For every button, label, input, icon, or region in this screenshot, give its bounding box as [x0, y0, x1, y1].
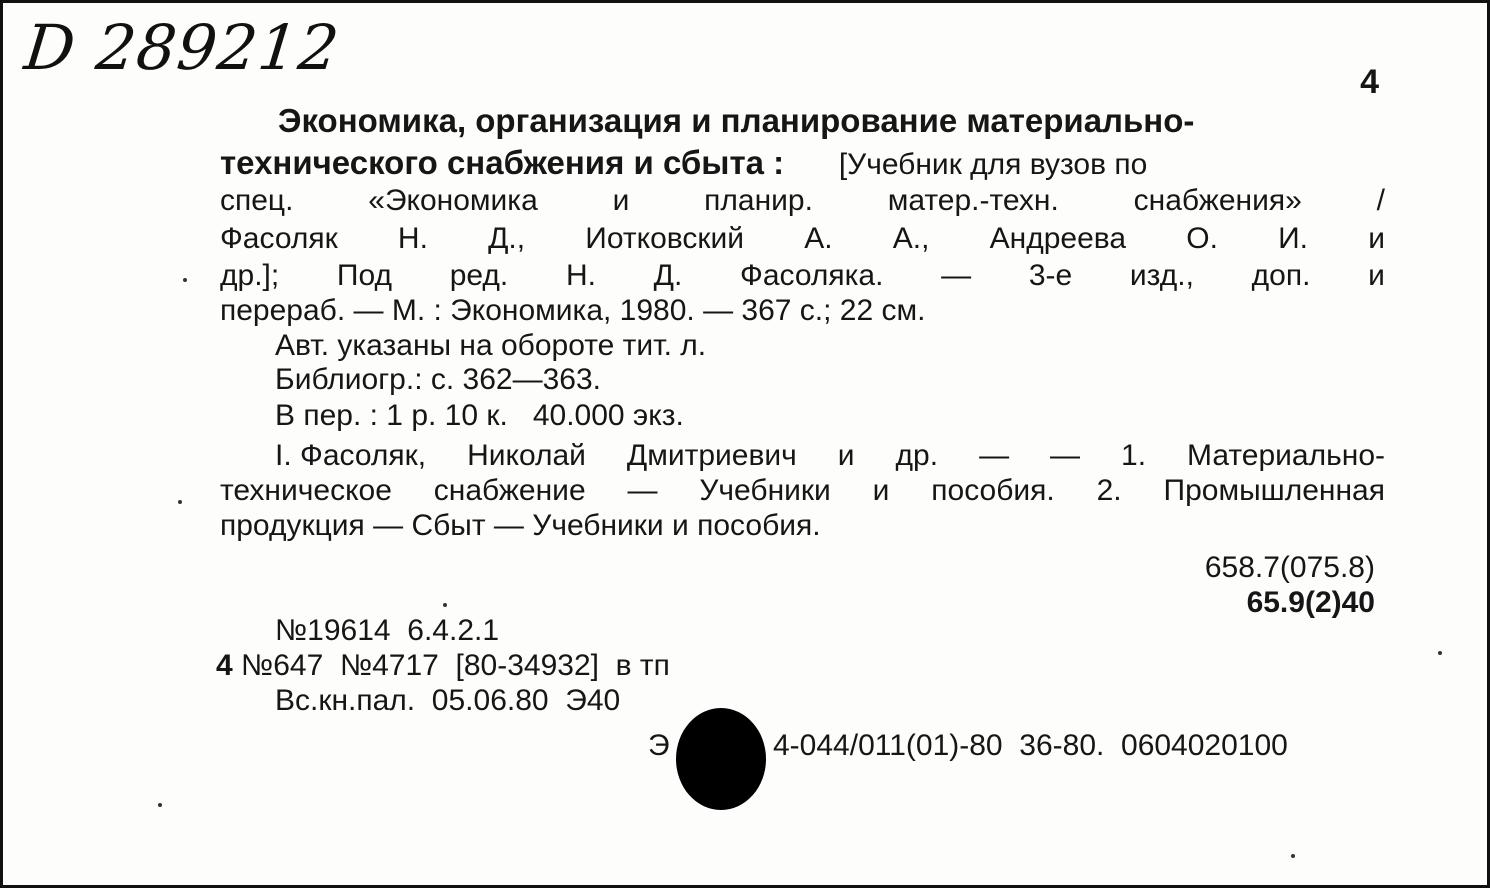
- bib-word: —: [941, 259, 972, 292]
- bib-word: спец.: [220, 184, 294, 217]
- tracing-word: пособия.: [931, 474, 1055, 507]
- scan-speck: [443, 603, 447, 607]
- bib-word: А.,: [892, 222, 930, 255]
- footer-line-2-text: №647 №4717 [80-34932] в тп: [241, 649, 670, 682]
- tracing-word: Дмитриевич: [626, 439, 797, 472]
- punch-hole: [676, 708, 766, 810]
- title-line-2-bold: технического снабжения и сбыта :: [220, 144, 785, 181]
- note-bibliography: Библиогр.: с. 362—363.: [275, 363, 601, 396]
- udk-code: 658.7(075.8): [1204, 551, 1375, 584]
- footer-line-2: [216, 648, 670, 684]
- footer-line-3: Вс.кн.пал. 05.06.80 Э40: [275, 684, 621, 717]
- bib-word: Фасоляк: [220, 222, 338, 255]
- scan-speck: [158, 803, 162, 807]
- bib-word: И.: [1278, 222, 1308, 255]
- bib-word: изд.,: [1129, 259, 1194, 292]
- title-line-2: [220, 145, 1147, 183]
- bib-word: «Экономика: [368, 184, 538, 217]
- title-line-1: Экономика, организация и планирование материально-: [278, 102, 1195, 139]
- tracing-word: и: [872, 474, 890, 507]
- bib-word: Н.: [397, 222, 428, 255]
- tracing-word: I. Фасоляк,: [275, 439, 427, 472]
- tracing-word: снабжение: [433, 474, 586, 507]
- bib-word: др.];: [220, 259, 280, 292]
- bib-word: доп.: [1251, 259, 1311, 292]
- tracing-word: и: [837, 439, 855, 472]
- bib-word: О.: [1186, 222, 1218, 255]
- bib-word: Андреева: [989, 222, 1127, 255]
- bib-word: А.: [804, 222, 833, 255]
- scan-speck: [1438, 651, 1442, 655]
- bib-word: матер.-техн.: [887, 184, 1059, 217]
- bib-word: и: [1368, 259, 1385, 292]
- tracing-word: техническое: [220, 474, 392, 507]
- bib-word: Под: [336, 259, 392, 292]
- bib-line-4: [220, 221, 1385, 257]
- tracing-word: 1.: [1121, 439, 1147, 472]
- bib-line-3: [220, 183, 1385, 219]
- tracing-word: 2.: [1096, 474, 1122, 507]
- tracing-line-2: [220, 473, 1385, 509]
- bib-line-5: [220, 258, 1385, 294]
- tracing-word: —: [979, 439, 1010, 472]
- bib-word: Иотковский: [585, 222, 745, 255]
- tracing-word: —: [627, 474, 658, 507]
- bib-word: Д.,: [488, 222, 526, 255]
- tracing-word: Николай: [467, 439, 586, 472]
- title-line-2-rest: [Учебник для вузов по: [838, 148, 1148, 181]
- tracing-line-3: продукция — Сбыт — Учебники и пособия.: [220, 509, 821, 542]
- handwritten-call-number: D 289212: [21, 11, 343, 84]
- bbk-code: 65.9(2)40: [1246, 586, 1375, 619]
- footer-line-4-left: Э: [648, 729, 670, 762]
- bib-word: и: [1368, 222, 1385, 255]
- note-price: В пер. : 1 р. 10 к. 40.000 экз.: [275, 399, 684, 432]
- scan-speck: [178, 500, 182, 504]
- bib-word: Д.: [653, 259, 683, 292]
- scan-speck: [183, 278, 187, 282]
- footer-card-number: 4: [216, 649, 233, 682]
- tracing-word: Учебники: [699, 474, 831, 507]
- footer-line-1: №19614 6.4.2.1: [275, 614, 500, 647]
- bib-word: ред.: [449, 259, 509, 292]
- bib-word: Фасоляка.: [740, 259, 884, 292]
- bib-line-6: перераб. — М. : Экономика, 1980. — 367 с.; 22 см.: [220, 294, 926, 327]
- card-number: 4: [1360, 63, 1379, 101]
- tracing-word: др.: [895, 439, 939, 472]
- bib-word: планир.: [704, 184, 813, 217]
- tracing-line-1: [275, 438, 1385, 474]
- note-authors: Авт. указаны на обороте тит. л.: [275, 329, 707, 362]
- bib-word: 3-е: [1028, 259, 1073, 292]
- bib-word: /: [1376, 184, 1385, 217]
- bib-word: и: [612, 184, 630, 217]
- footer-line-4-right: 4-044/011(01)-80 36-80. 0604020100: [773, 729, 1288, 762]
- scan-speck: [1291, 854, 1295, 858]
- tracing-word: Материально-: [1187, 439, 1385, 472]
- tracing-word: Промышленная: [1163, 474, 1385, 507]
- tracing-word: —: [1050, 439, 1081, 472]
- bib-word: снабжения»: [1133, 184, 1302, 217]
- bib-word: Н.: [565, 259, 596, 292]
